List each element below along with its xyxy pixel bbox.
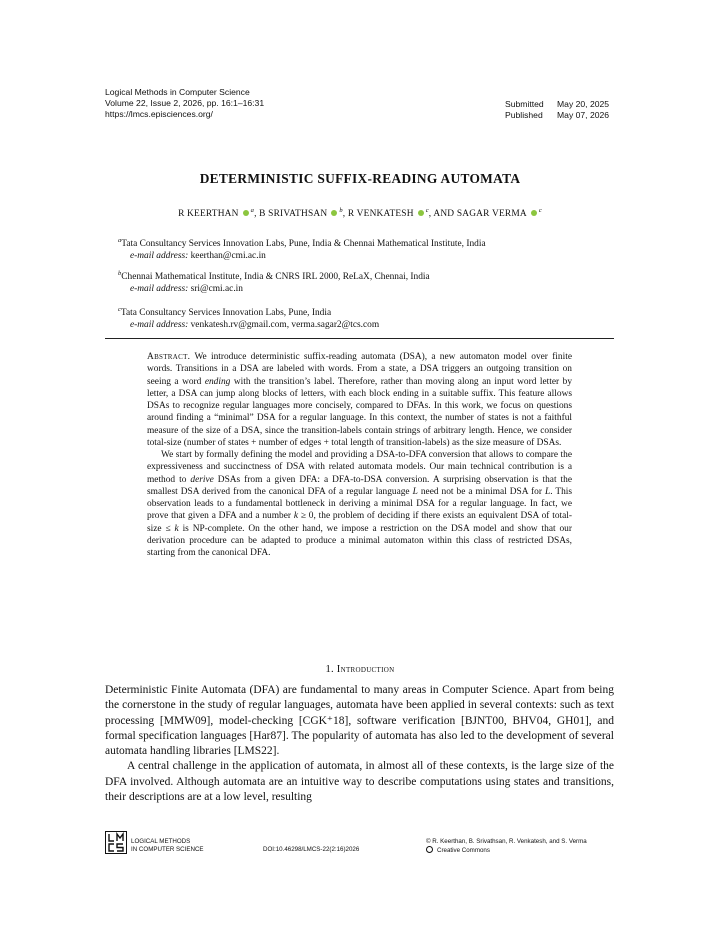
journal-name: Logical Methods in Computer Science — [105, 87, 250, 97]
affiliation-mark: b — [118, 270, 122, 277]
abstract-text: ≥ 0, the problem of deciding if there exists an equivalent DSA of total-size ≤ — [147, 511, 573, 534]
author-name: R VENKATESH — [347, 209, 414, 219]
math-symbol: L — [544, 486, 551, 497]
abstract-paragraph-1 — [147, 351, 572, 449]
affiliation-c — [118, 304, 618, 331]
affiliation-b — [118, 268, 618, 295]
email-label: e-mail address: — [130, 320, 189, 330]
author-mark: c — [538, 207, 542, 214]
orcid-icon[interactable] — [243, 210, 249, 216]
email-address[interactable]: keerthan@cmi.ac.in — [190, 251, 266, 261]
email-address[interactable]: sri@cmi.ac.in — [190, 284, 243, 294]
lmcs-logo-icon — [105, 831, 127, 854]
abstract-emphasis: ending — [204, 376, 231, 387]
intro-paragraph-1: Deterministic Finite Automata (DFA) are fundamental to many areas in Computer Science. Apart from being the cornerstone in the study of regular languages, automata have been applied in several contexts: such as text processing [MMW09], model-checking [CGK⁺18], software verification [BJNT00, BHV04, GH01], and formal specification languages [Har87]. The popularity of automata has also led to the development of several automata handling libraries [LMS22]. — [105, 684, 614, 758]
submitted-date: May 20, 2025 — [557, 99, 610, 109]
abstract-emphasis: derive — [190, 474, 214, 485]
published-date: May 07, 2026 — [557, 110, 610, 121]
abstract-text: . This observation leads to a fundamental bottleneck in deriving a minimal DSA for a regular language. In fact, we prove that given a DFA and a number — [147, 486, 573, 522]
affiliation-mark: a — [118, 237, 122, 244]
abstract-paragraph-2 — [147, 449, 572, 559]
author-list — [0, 207, 720, 219]
abstract-text: We start by formally defining the model and providing a DSA-to-DFA conversion that allows to compare the expressiveness and succinctness of DSA with related automata models. Our main technical contribution is a method to — [147, 450, 572, 485]
affiliation-text: Chennai Mathematical Institute, India & CNRS IRL 2000, ReLaX, Chennai, India — [121, 272, 430, 282]
orcid-icon[interactable] — [331, 210, 337, 216]
abstract-text: DSAs from a given DFA: a DFA-to-DSA conversion. A surprising observation is that the smallest DSA derived from the canonical DFA of a regular language — [147, 474, 572, 497]
section-title: Introduction — [336, 664, 395, 675]
intro-paragraph-2: A central challenge in the application of automata, in almost all of these contexts, is the large size of the DFA involved. Although automata are an intuitive way to describe computations using states and transitions, their descriptions are at a low level, resulting — [105, 760, 614, 804]
published-label: Published — [505, 110, 543, 121]
abstract-label: Abstract. — [147, 352, 191, 362]
abstract — [147, 351, 572, 559]
orcid-icon[interactable] — [418, 210, 424, 216]
author-name: SAGAR VERMA — [456, 209, 527, 219]
math-symbol: k — [293, 511, 299, 522]
author-separator: , — [342, 209, 348, 219]
journal-header — [105, 87, 264, 121]
journal-url[interactable]: https://lmcs.episciences.org/ — [105, 109, 213, 120]
email-label: e-mail address: — [130, 284, 189, 294]
email-label: e-mail address: — [130, 251, 189, 261]
section-heading — [0, 664, 720, 675]
math-symbol: L — [412, 486, 418, 497]
submitted-label: Submitted — [505, 99, 544, 109]
section-number: 1. — [325, 664, 334, 675]
orcid-icon[interactable] — [531, 210, 537, 216]
horizontal-rule — [105, 338, 614, 339]
affiliation-text: Tata Consultancy Services Innovation Labs, Pune, India — [120, 308, 332, 318]
math-symbol: k — [174, 523, 179, 534]
abstract-text: We introduce deterministic suffix-reading automata (DSA), a new automaton model over finite words. Transitions in a DSA are labeled with words. From a state, a DSA triggers an outgoing transition on seeing a word — [147, 352, 572, 387]
doi[interactable]: DOI:10.46298/LMCS-22(2:16)2026 — [263, 846, 360, 853]
affiliation-mark: c — [118, 306, 121, 313]
author-separator: , AND — [428, 209, 457, 219]
copyright-text: © R. Keerthan, B. Srivathsan, R. Venkatesh, and S. Verma — [426, 838, 587, 845]
author-mark: b — [339, 207, 343, 214]
license-text[interactable]: Creative Commons — [437, 846, 490, 854]
abstract-text: is NP-complete. On the other hand, we impose a restriction on the DSA model and show that our derivation procedure can be adapted to produce a minimal automaton within this class of restricted DSAs, starting from the canonical DFA. — [147, 523, 572, 558]
logo-line-2: IN COMPUTER SCIENCE — [131, 845, 204, 853]
affiliation-a — [118, 235, 618, 262]
dates-block — [505, 99, 609, 121]
affiliation-text: Tata Consultancy Services Innovation Labs, Pune, India & Chennai Mathematical Institute, India — [121, 239, 486, 249]
license-line — [426, 846, 587, 855]
author-mark: c — [425, 207, 429, 214]
abstract-text: with the transition’s label. Therefore, rather than moving along an input word letter by letter, a DSA can jump along blocks of letters, with each block ending in a suitable suffix. This feature allows DSAs to recognize regular languages more concisely, compared to DFAs. In this work, we focus on questions around finding a “minimal” DSA for a regular language. In this context, the number of states is not a faithful measure of the size of a DSA, since the transition-labels contain strings of arbitrary length. Hence, we consider total-size (number of states + number of edges + total length of transition-labels) as the size measure of DSAs. — [147, 376, 573, 448]
logo-line-1: LOGICAL METHODS — [131, 838, 191, 845]
introduction-body — [105, 683, 614, 805]
email-address[interactable]: venkatesh.rv@gmail.com, verma.sagar2@tcs.com — [190, 320, 380, 330]
author-separator: , — [254, 209, 260, 219]
copyright-block — [426, 838, 587, 855]
volume-info: Volume 22, Issue 2, 2026, pp. 16:1–16:31 — [105, 98, 265, 109]
author-mark: a — [250, 207, 255, 214]
footer-journal — [131, 838, 204, 853]
abstract-text: need not be a minimal DSA for — [420, 486, 542, 497]
creative-commons-icon — [426, 846, 433, 853]
paper-title: DETERMINISTIC SUFFIX-READING AUTOMATA — [199, 171, 521, 186]
author-name: B SRIVATHSAN — [259, 209, 328, 219]
author-name: R KEERTHAN — [178, 209, 239, 219]
